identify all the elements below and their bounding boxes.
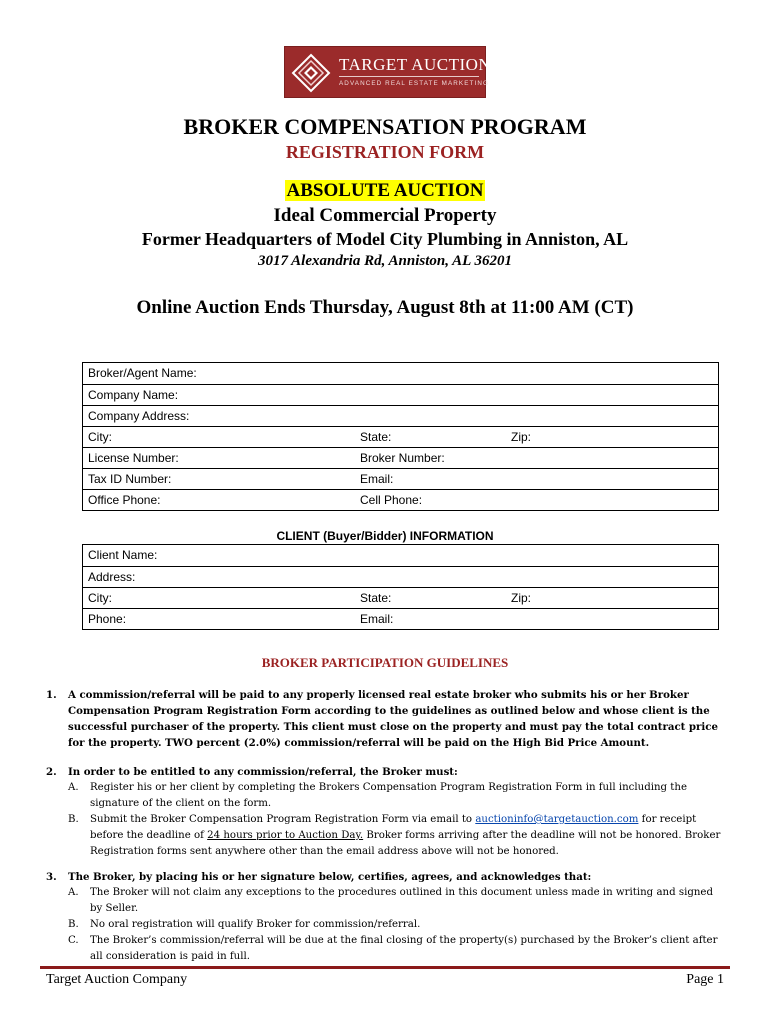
field-label: Office Phone: (88, 493, 161, 507)
page-number: Page 1 (686, 972, 724, 987)
field-label: Zip: (511, 430, 532, 444)
guideline-number: 3. (46, 871, 57, 883)
table-row[interactable] (83, 426, 718, 447)
property-detail: Former Headquarters of Model City Plumbing in Anniston, AL (141, 229, 629, 249)
table-row[interactable] (83, 405, 718, 426)
table-row[interactable] (83, 545, 718, 566)
sub-letter: C. (68, 935, 79, 946)
client-info-table (82, 544, 719, 630)
logo-divider (339, 76, 479, 77)
guideline-lead: In order to be entitled to any commission/referral, the Broker must: (68, 766, 458, 778)
auction-end-date: Online Auction Ends Thursday, August 8th at 11:00 AM (CT) (136, 297, 634, 318)
field-label: Broker/Agent Name: (88, 366, 197, 380)
field-label: City: (88, 591, 112, 605)
field-label: Company Address: (88, 409, 190, 423)
field-label: License Number: (88, 451, 179, 465)
field-label: Address: (88, 570, 136, 584)
table-row[interactable] (83, 447, 718, 468)
sub-text: No oral registration will qualify Broker for commission/referral. (90, 919, 421, 930)
field-label: Tax ID Number: (88, 472, 172, 486)
footer-company: Target Auction Company (46, 972, 188, 987)
field-label: State: (360, 430, 392, 444)
field-label: Zip: (511, 591, 532, 605)
field-label: State: (360, 591, 392, 605)
sub-text: Register his or her client by completing the Brokers Compensation Program Registration Form in full including the signature of the client on the form. (90, 782, 687, 809)
field-label: Email: (360, 612, 394, 626)
property-address: 3017 Alexandria Rd, Anniston, AL 36201 (257, 253, 513, 269)
email-link[interactable]: auctioninfo@targetauction.com (475, 814, 639, 825)
form-title: BROKER COMPENSATION PROGRAM (183, 114, 587, 139)
field-label: Email: (360, 472, 394, 486)
sub-text-part: Submit the Broker Compensation Program Registration Form via email to (90, 814, 473, 825)
guideline-number: 2. (46, 766, 57, 778)
table-row[interactable] (83, 384, 718, 405)
form-subtitle: REGISTRATION FORM (285, 142, 485, 162)
field-label: City: (88, 430, 112, 444)
auction-type-highlight: ABSOLUTE AUCTION (286, 180, 484, 201)
field-label: Company Name: (88, 388, 179, 402)
sub-letter: B. (68, 919, 79, 930)
broker-info-table (82, 362, 719, 511)
property-name: Ideal Commercial Property (273, 205, 497, 226)
guideline-lead: The Broker, by placing his or her signature below, certifies, agrees, and acknowledges that: (68, 871, 592, 883)
sub-letter: A. (68, 782, 79, 793)
field-label: Client Name: (88, 548, 158, 562)
auction-type (0, 180, 770, 202)
sub-text-part: for receipt before the deadline of (90, 814, 697, 841)
guideline-number: 1. (46, 689, 57, 701)
deadline-text: 24 hours prior to Auction Day. (207, 830, 364, 841)
table-row[interactable] (83, 566, 718, 587)
table-row[interactable] (83, 363, 718, 384)
field-label: Cell Phone: (360, 493, 423, 507)
logo-name: TARGET AUCTION (339, 55, 492, 74)
table-row[interactable] (83, 468, 718, 489)
sub-letter: B. (68, 814, 79, 825)
table-row[interactable] (83, 608, 718, 629)
sub-text-part: Broker forms arriving after the deadline will not be honored. Broker Registration forms sent anywhere other than the email address above will not be honored. (90, 830, 721, 857)
guidelines-heading: BROKER PARTICIPATION GUIDELINES (261, 655, 509, 670)
table-row[interactable] (83, 489, 718, 510)
field-label: Broker Number: (360, 451, 445, 465)
field-label: Phone: (88, 612, 127, 626)
footer-rule (40, 966, 730, 969)
diamond-emblem-icon (291, 53, 331, 93)
sub-text: The Broker will not claim any exceptions to the procedures outlined in this document unless made in writing and signed by Seller. (90, 887, 713, 914)
target-auction-logo (284, 46, 492, 98)
guideline-text: A commission/referral will be paid to any properly licensed real estate broker who submits his or her Broker Compensation Program Registration Form according to the guidelines as outlined below and whose client is the successful purchaser of the property. This client must close on the property and must pay the total contract price for the property. TWO percent (2.0%) commission/referral will be paid on the High Bid Price Amount. (68, 689, 718, 749)
table-row[interactable] (83, 587, 718, 608)
client-info-heading: CLIENT (Buyer/Bidder) INFORMATION (276, 529, 494, 543)
logo-tagline: ADVANCED REAL ESTATE MARKETING (339, 80, 489, 87)
sub-letter: A. (68, 887, 79, 898)
sub-text (90, 812, 726, 860)
sub-text: The Broker’s commission/referral will be due at the final closing of the property(s) purchased by the Broker’s client after all consideration is paid in full. (90, 935, 718, 962)
